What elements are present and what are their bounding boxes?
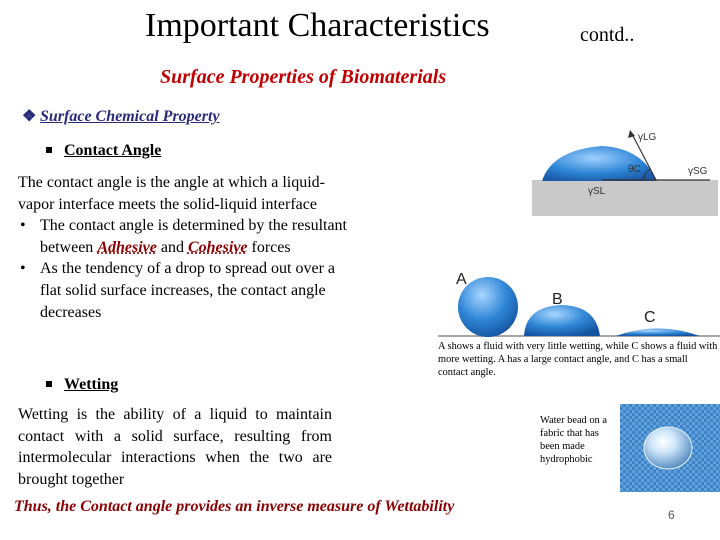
square-bullet-icon <box>46 147 52 153</box>
and-word: and <box>160 238 184 256</box>
page-number: 6 <box>668 508 675 522</box>
gamma-lg-label: γLG <box>638 132 657 143</box>
water-bead <box>644 427 692 469</box>
section-heading-text: Surface Chemical Property <box>40 108 220 125</box>
gamma-sg-label: γSG <box>688 166 708 177</box>
solid-surface <box>532 180 718 216</box>
contact-angle-label: Contact Angle <box>64 142 162 159</box>
fabric-caption: Water bead on a fabric that has been made hydrophobic <box>540 415 607 465</box>
contact-angle-diagram <box>532 126 718 216</box>
wetting-definition: Wetting is the ability of a liquid to maintain contact with a solid surface, resulting from intermolecular interactions when the two are brought together <box>18 406 332 488</box>
diamond-bullet-icon: ❖ <box>22 108 37 125</box>
drop-b-label: B <box>552 291 563 308</box>
bullet1-text: The contact angle is determined by the resultant between <box>40 217 347 256</box>
continued-label: contd.. <box>580 24 635 46</box>
drop-a <box>458 277 518 337</box>
drop-b <box>524 305 600 336</box>
drop-a-label: A <box>456 271 467 288</box>
adhesive-term: Adhesive <box>97 238 157 256</box>
water-bead-fabric-photo <box>620 404 720 492</box>
drop-c <box>616 329 700 337</box>
list-item <box>18 258 348 323</box>
drops-caption: A shows a fluid with very little wetting, while C shows a fluid with more wetting. A has a large contact angle, and C has a small contact angle. <box>438 341 718 378</box>
cohesive-term: Cohesive <box>187 238 248 256</box>
contact-angle-definition: The contact angle is the angle at which a liquid-vapor interface meets the solid-liquid interface <box>18 174 325 213</box>
conclusion: Thus, the Contact angle provides an inverse measure of Wettability <box>14 498 455 515</box>
page-title: Important Characteristics <box>145 7 490 44</box>
wetting-drops-diagram <box>438 266 720 338</box>
wetting-label: Wetting <box>64 376 119 393</box>
section-heading <box>22 106 220 126</box>
theta-c-label: θC <box>628 164 641 175</box>
contact-angle-text <box>18 172 348 323</box>
contact-angle-heading <box>46 142 161 160</box>
gamma-sl-label: γSL <box>588 186 606 197</box>
drop-c-label: C <box>644 309 656 326</box>
wetting-heading <box>46 376 118 394</box>
list-item <box>18 215 348 258</box>
bullet2-text: As the tendency of a drop to spread out over a flat solid surface increases, the contact angle decreases <box>40 260 336 321</box>
square-bullet-icon <box>46 381 52 387</box>
bullet-dot-icon: • <box>20 217 26 235</box>
forces-word: forces <box>251 238 291 256</box>
bullet-dot-icon: • <box>20 260 26 278</box>
subtitle: Surface Properties of Biomaterials <box>160 66 447 88</box>
